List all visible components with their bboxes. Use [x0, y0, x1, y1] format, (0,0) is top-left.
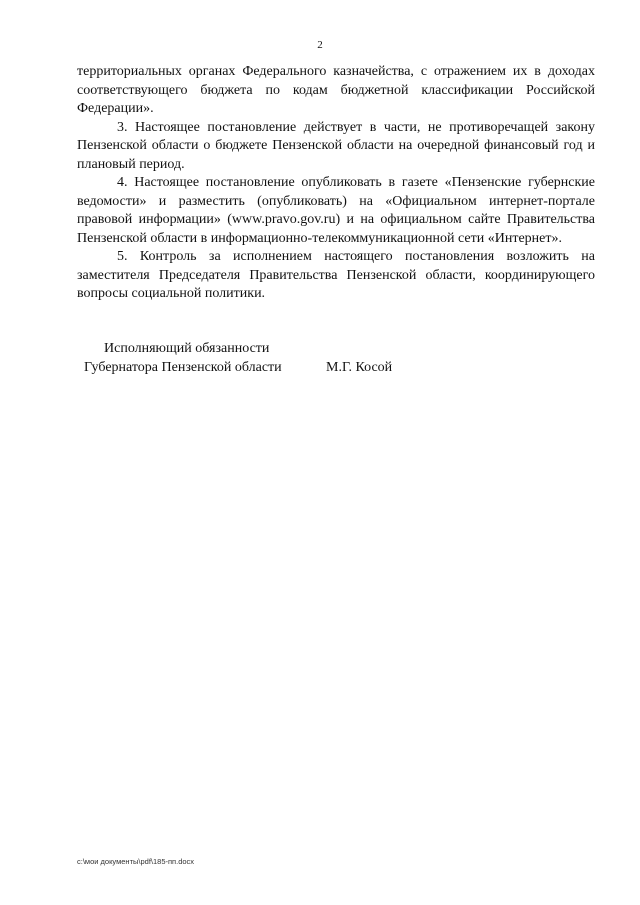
paragraph-item-4: 4. Настоящее постановление опубликовать в газете «Пензенские губернские ведомости» и разместить (опубликовать) на «Официальном интернет-портале правовой информации» (www.pravo.gov.ru) и на официальном сайте Правительства Пензенской области в информационно-телекоммуникационной сети «Интернет». [77, 175, 595, 246]
document-body [77, 63, 595, 304]
paragraph-item-5: 5. Контроль за исполнением настоящего постановления возложить на заместителя Председателя Правительства Пензенской области, координирующего вопросы социальной политики. [77, 249, 595, 301]
signatory-position-line1: Исполняющий обязанности [104, 341, 270, 356]
paragraph-item-3: 3. Настоящее постановление действует в части, не противоречащей закону Пензенской области о бюджете Пензенской области на очередной финансовый год и плановый период. [77, 119, 595, 172]
page-number: 2 [317, 39, 323, 51]
paragraph-continuation: территориальных органах Федерального казначейства, с отражением их в доходах соответствующего бюджета по кодам бюджетной классификации Российской Федерации». [77, 64, 595, 116]
signatory-name: М.Г. Косой [326, 360, 393, 375]
footer-file-path: c:\мои документы\pdf\185-пп.docx [77, 857, 195, 866]
signatory-position-line2: Губернатора Пензенской области [84, 360, 282, 375]
